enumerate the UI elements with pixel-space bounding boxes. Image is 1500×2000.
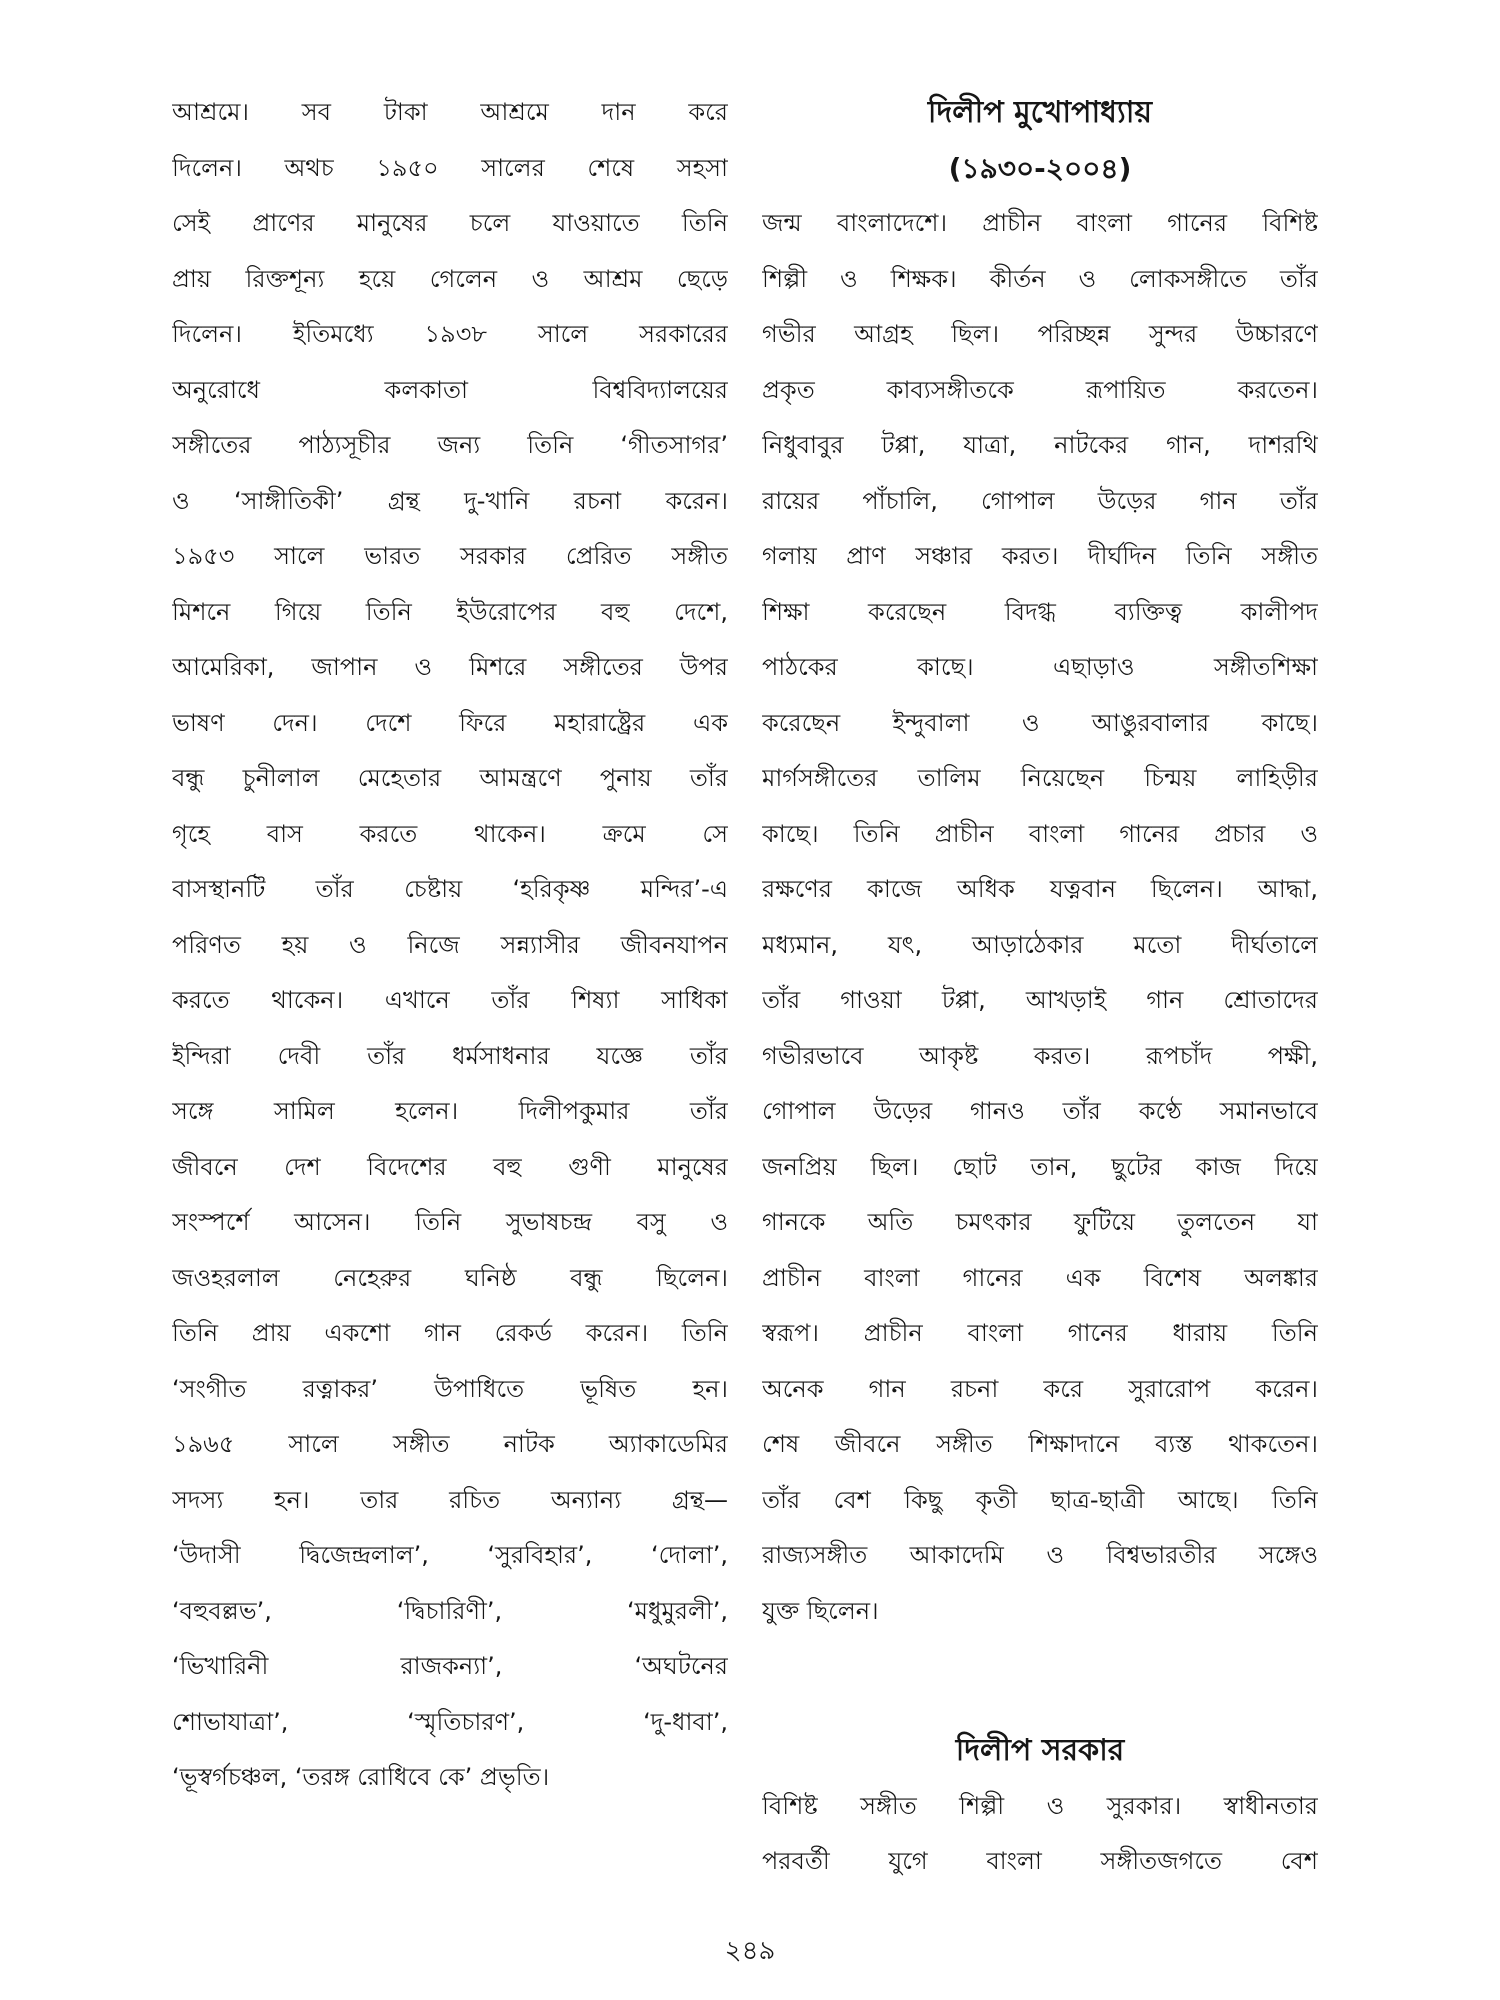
page-number: ২৪৯ bbox=[724, 1936, 776, 1966]
body-text-line: তাঁর বেশ কিছু কৃতী ছাত্র-ছাত্রী আছে। তিনি bbox=[762, 1485, 1318, 1514]
body-text-line: মধ্যমান, যৎ, আড়াঠেকার মতো দীর্ঘতালে bbox=[762, 930, 1318, 959]
body-text-line: সংস্পর্শে আসেন। তিনি সুভাষচন্দ্র বসু ও bbox=[172, 1208, 728, 1236]
body-text-line: ‘ভূস্বর্গচঞ্চল, ‘তরঙ্গ রোধিবে কে’ প্রভৃতি। bbox=[172, 1763, 550, 1791]
body-text-line: তাঁর গাওয়া টপ্পা, আখড়াই গান শ্রোতাদের bbox=[762, 986, 1318, 1014]
body-text-line: রাজ্যসঙ্গীত আকাদেমি ও বিশ্বভারতীর সঙ্গেও bbox=[762, 1541, 1318, 1569]
body-text-line: পরিণত হয় ও নিজে সন্ন্যাসীর জীবনযাপন bbox=[172, 930, 728, 959]
body-text-line: জনপ্রিয় ছিল। ছোট তান, ছুটের কাজ দিয়ে bbox=[762, 1152, 1318, 1181]
body-text-line: গোপাল উড়ের গানও তাঁর কণ্ঠে সমানভাবে bbox=[762, 1097, 1318, 1125]
body-text-line: বন্ধু চুনীলাল মেহেতার আমন্ত্রণে পুনায় তাঁর bbox=[172, 764, 728, 792]
body-text-line: শিক্ষা করেছেন বিদগ্ধ ব্যক্তিত্ব কালীপদ bbox=[762, 597, 1318, 626]
body-text-line: অনেক গান রচনা করে সুরারোপ করেন। bbox=[762, 1374, 1318, 1403]
body-text-line: জীবনে দেশ বিদেশের বহু গুণী মানুষের bbox=[172, 1152, 728, 1181]
body-text-line: সেই প্রাণের মানুষের চলে যাওয়াতে তিনি bbox=[172, 209, 728, 237]
body-text-line: জওহরলাল নেহেরুর ঘনিষ্ঠ বন্ধু ছিলেন। bbox=[172, 1263, 728, 1292]
body-text-line: সদস্য হন। তার রচিত অন্যান্য গ্রন্থ— bbox=[172, 1485, 728, 1514]
section-title-dilip-sarkar: দিলীপ সরকার bbox=[955, 1733, 1125, 1768]
body-text-line: বাসস্থানটি তাঁর চেষ্টায় ‘হরিকৃষ্ণ মন্দির’-এ bbox=[172, 875, 728, 903]
body-text-line: গলায় প্রাণ সঞ্চার করত। দীর্ঘদিন তিনি সঙ্গীত bbox=[762, 542, 1318, 570]
body-text-line: শেষ জীবনে সঙ্গীত শিক্ষাদানে ব্যস্ত থাকতেন। bbox=[762, 1430, 1318, 1458]
body-text-line: মার্গসঙ্গীতের তালিম নিয়েছেন চিন্ময় লাহিড়ীর bbox=[762, 764, 1318, 792]
body-text-line: ভাষণ দেন। দেশে ফিরে মহারাষ্ট্রের এক bbox=[172, 708, 728, 737]
body-text-line: জন্ম বাংলাদেশে। প্রাচীন বাংলা গানের বিশিষ্ট bbox=[762, 209, 1318, 237]
body-text-line: স্বরূপ। প্রাচীন বাংলা গানের ধারায় তিনি bbox=[762, 1319, 1318, 1347]
body-text-line: কাছে। তিনি প্রাচীন বাংলা গানের প্রচার ও bbox=[762, 819, 1318, 848]
body-text-line: সঙ্গে সামিল হলেন। দিলীপকুমার তাঁর bbox=[172, 1097, 728, 1125]
body-text-line: অনুরোধে কলকাতা বিশ্ববিদ্যালয়ের bbox=[172, 375, 728, 404]
body-text-line: নিধুবাবুর টপ্পা, যাত্রা, নাটকের গান, দাশরথি bbox=[762, 431, 1318, 459]
body-text-line: দিলেন। ইতিমধ্যে ১৯৩৮ সালে সরকারের bbox=[172, 320, 728, 348]
section-gap bbox=[762, 1639, 1318, 1723]
body-text-line: রায়ের পাঁচালি, গোপাল উড়ের গান তাঁর bbox=[762, 486, 1318, 515]
section-years: (১৯৩০-২০০৪) bbox=[948, 151, 1132, 185]
body-text-line: ১৯৫৩ সালে ভারত সরকার প্রেরিত সঙ্গীত bbox=[172, 542, 728, 570]
body-text-line: শোভাযাত্রা’, ‘স্মৃতিচারণ’, ‘দু-ধাবা’, bbox=[172, 1707, 728, 1736]
body-text-line: পরবর্তী যুগে বাংলা সঙ্গীতজগতে বেশ bbox=[762, 1847, 1318, 1875]
body-text-line: গৃহে বাস করতে থাকেন। ক্রমে সে bbox=[172, 819, 728, 848]
body-text-line: প্রকৃত কাব্যসঙ্গীতকে রূপায়িত করতেন। bbox=[762, 375, 1318, 404]
body-text-line: পাঠকের কাছে। এছাড়াও সঙ্গীতশিক্ষা bbox=[762, 653, 1318, 681]
body-text-line: করেছেন ইন্দুবালা ও আঙুরবালার কাছে। bbox=[762, 708, 1318, 737]
body-text-line: গানকে অতি চমৎকার ফুটিয়ে তুলতেন যা bbox=[762, 1208, 1318, 1236]
body-text-line: ‘সংগীত রত্নাকর’ উপাধিতে ভূষিত হন। bbox=[172, 1374, 728, 1403]
body-text-line: দিলেন। অথচ ১৯৫০ সালের শেষে সহসা bbox=[172, 153, 728, 182]
left-column bbox=[172, 85, 728, 1806]
body-text-line: মিশনে গিয়ে তিনি ইউরোপের বহু দেশে, bbox=[172, 597, 728, 626]
body-text-line: ‘উদাসী দ্বিজেন্দ্রলাল’, ‘সুরবিহার’, ‘দোলা’, bbox=[172, 1541, 728, 1569]
body-text-line: করতে থাকেন। এখানে তাঁর শিষ্যা সাধিকা bbox=[172, 986, 728, 1014]
body-text-line: ‘বহুবল্লভ’, ‘দ্বিচারিণী’, ‘মধুমুরলী’, bbox=[172, 1596, 728, 1625]
right-column bbox=[762, 85, 1318, 1890]
body-text-line: ইন্দিরা দেবী তাঁর ধর্মসাধনার যজ্ঞে তাঁর bbox=[172, 1041, 728, 1070]
body-text-line: প্রায় রিক্তশূন্য হয়ে গেলেন ও আশ্রম ছেড়ে bbox=[172, 264, 728, 293]
body-text-line: গভীরভাবে আকৃষ্ট করত। রূপচাঁদ পক্ষী, bbox=[762, 1041, 1318, 1070]
body-text-line: শিল্পী ও শিক্ষক। কীর্তন ও লোকসঙ্গীতে তাঁর bbox=[762, 264, 1318, 293]
body-text-line: রক্ষণের কাজে অধিক যত্নবান ছিলেন। আদ্ধা, bbox=[762, 875, 1318, 903]
body-text-line: ‘ভিখারিনী রাজকন্যা’, ‘অঘটনের bbox=[172, 1652, 728, 1680]
body-text-line: প্রাচীন বাংলা গানের এক বিশেষ অলঙ্কার bbox=[762, 1263, 1318, 1292]
body-text-line: সঙ্গীতের পাঠ্যসূচীর জন্য তিনি ‘গীতসাগর’ bbox=[172, 431, 728, 459]
body-text-line: ১৯৬৫ সালে সঙ্গীত নাটক অ্যাকাডেমির bbox=[172, 1430, 728, 1458]
body-text-line: আশ্রমে। সব টাকা আশ্রমে দান করে bbox=[172, 98, 728, 126]
body-text-line: ও ‘সাঙ্গীতিকী’ গ্রন্থ দু-খানি রচনা করেন। bbox=[172, 486, 728, 515]
body-text-line: বিশিষ্ট সঙ্গীত শিল্পী ও সুরকার। স্বাধীনতার bbox=[762, 1791, 1318, 1820]
body-text-line: আমেরিকা, জাপান ও মিশরে সঙ্গীতের উপর bbox=[172, 653, 728, 681]
body-text-line: যুক্ত ছিলেন। bbox=[762, 1596, 879, 1625]
body-text-line: তিনি প্রায় একশো গান রেকর্ড করেন। তিনি bbox=[172, 1319, 728, 1347]
body-text-line: গভীর আগ্রহ ছিল। পরিচ্ছন্ন সুন্দর উচ্চারণে bbox=[762, 320, 1318, 348]
section-title-dilip-mukhopadhyay: দিলীপ মুখোপাধ্যায় bbox=[927, 95, 1153, 130]
